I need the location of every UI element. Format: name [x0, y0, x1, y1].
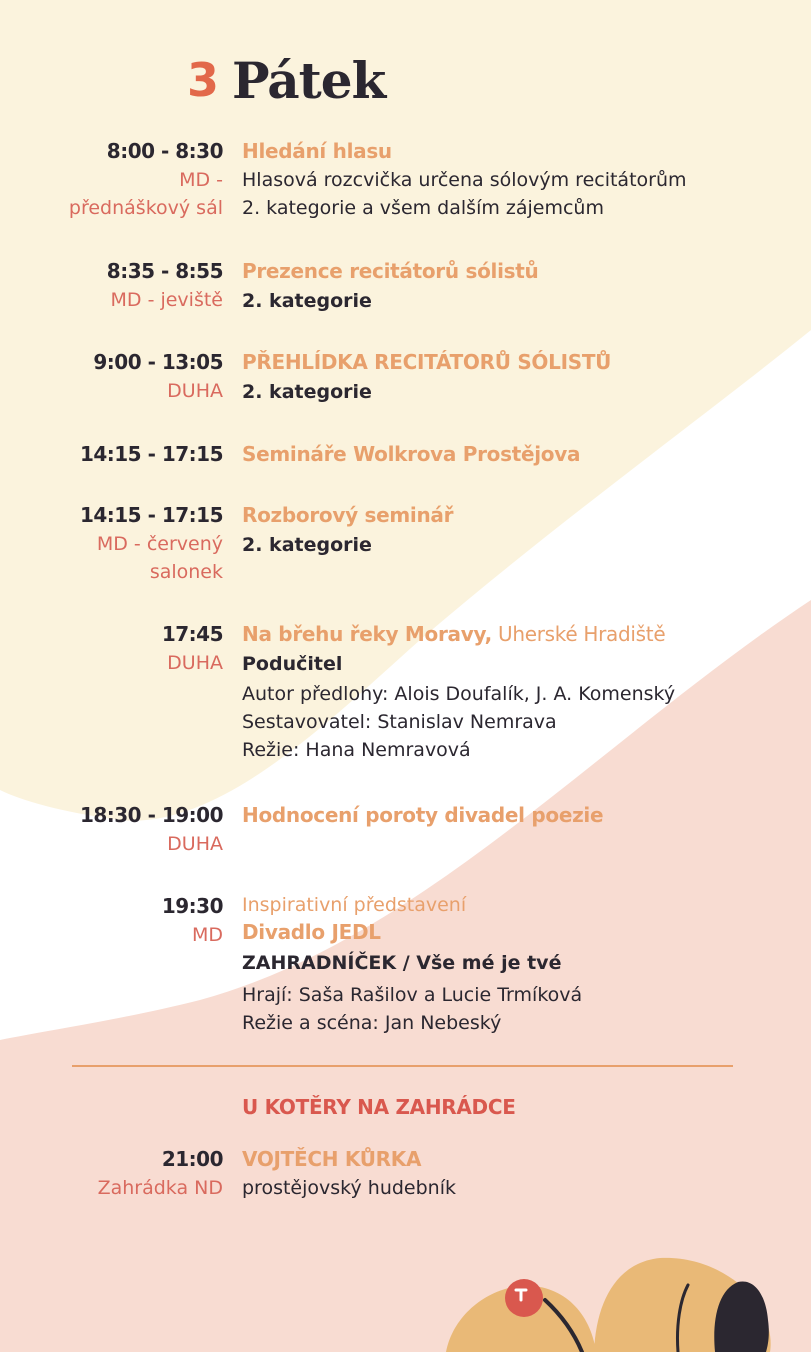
event-description: Režie: Hana Nemravová — [242, 739, 471, 761]
event-venue: Zahrádka ND — [97, 1177, 223, 1199]
ensemble-name: Na břehu řeky Moravy, — [242, 622, 492, 646]
event-time: 8:35 - 8:55 — [106, 259, 223, 283]
event-time: 17:45 — [161, 622, 223, 646]
event-title: Prezence recitátorů sólistů — [242, 259, 539, 283]
event-venue: DUHA — [167, 833, 223, 855]
event-subtitle: 2. kategorie — [242, 290, 372, 312]
event-time: 9:00 - 13:05 — [93, 350, 223, 374]
event-time: 14:15 - 17:15 — [79, 503, 223, 527]
event-venue: DUHA — [167, 652, 223, 674]
event-description: prostějovský hudebník — [242, 1177, 456, 1199]
event-subtitle: Podučitel — [242, 653, 343, 675]
event-title: Divadlo JEDL — [242, 920, 381, 944]
event-title: VOJTĚCH KŮRKA — [242, 1147, 422, 1171]
day-header — [187, 50, 385, 110]
event-time: 19:30 — [161, 894, 223, 918]
event-title — [242, 619, 782, 649]
event-description: Sestavovatel: Stanislav Nemrava — [242, 711, 557, 733]
event-time: 21:00 — [161, 1147, 223, 1171]
event-description: Autor předlohy: Alois Doufalík, J. A. Komenský — [242, 683, 676, 705]
event-venue: MD - — [179, 169, 223, 191]
event-venue: DUHA — [167, 380, 223, 402]
day-number: 3 — [187, 53, 219, 107]
event-subtitle: 2. kategorie — [242, 381, 372, 403]
event-venue: MD — [191, 924, 223, 946]
event-time: 14:15 - 17:15 — [79, 442, 223, 466]
event-description: Režie a scéna: Jan Nebeský — [242, 1012, 502, 1034]
event-title: Rozborový seminář — [242, 503, 454, 527]
event-description: Hrají: Saša Rašilov a Lucie Trmíková — [242, 984, 583, 1006]
event-pretitle: Inspirativní představení — [242, 894, 467, 916]
event-title: Hledání hlasu — [242, 139, 392, 163]
event-description: 2. kategorie a všem dalším zájemcům — [242, 197, 604, 219]
event-subtitle: ZAHRADNÍČEK / Vše mé je tvé — [242, 952, 562, 974]
event-title: Semináře Wolkrova Prostějova — [242, 442, 581, 466]
section-divider — [72, 1065, 733, 1067]
event-description: Hlasová rozcvička určena sólovým recitátorům — [242, 169, 687, 191]
section-title: U KOTĚRY NA ZAHRÁDCE — [242, 1095, 516, 1119]
event-subtitle: 2. kategorie — [242, 534, 372, 556]
event-venue: MD - červený — [96, 533, 223, 555]
event-time: 8:00 - 8:30 — [106, 139, 223, 163]
ensemble-city: Uherské Hradiště — [491, 622, 666, 646]
event-title: PŘEHLÍDKA RECITÁTORŮ SÓLISTŮ — [242, 350, 612, 374]
event-venue: MD - jeviště — [110, 289, 223, 311]
event-title: Hodnocení poroty divadel poezie — [242, 803, 604, 827]
event-venue: přednáškový sál — [68, 197, 223, 219]
event-venue: salonek — [149, 561, 223, 583]
day-name: Pátek — [232, 50, 386, 110]
event-time: 18:30 - 19:00 — [79, 803, 223, 827]
